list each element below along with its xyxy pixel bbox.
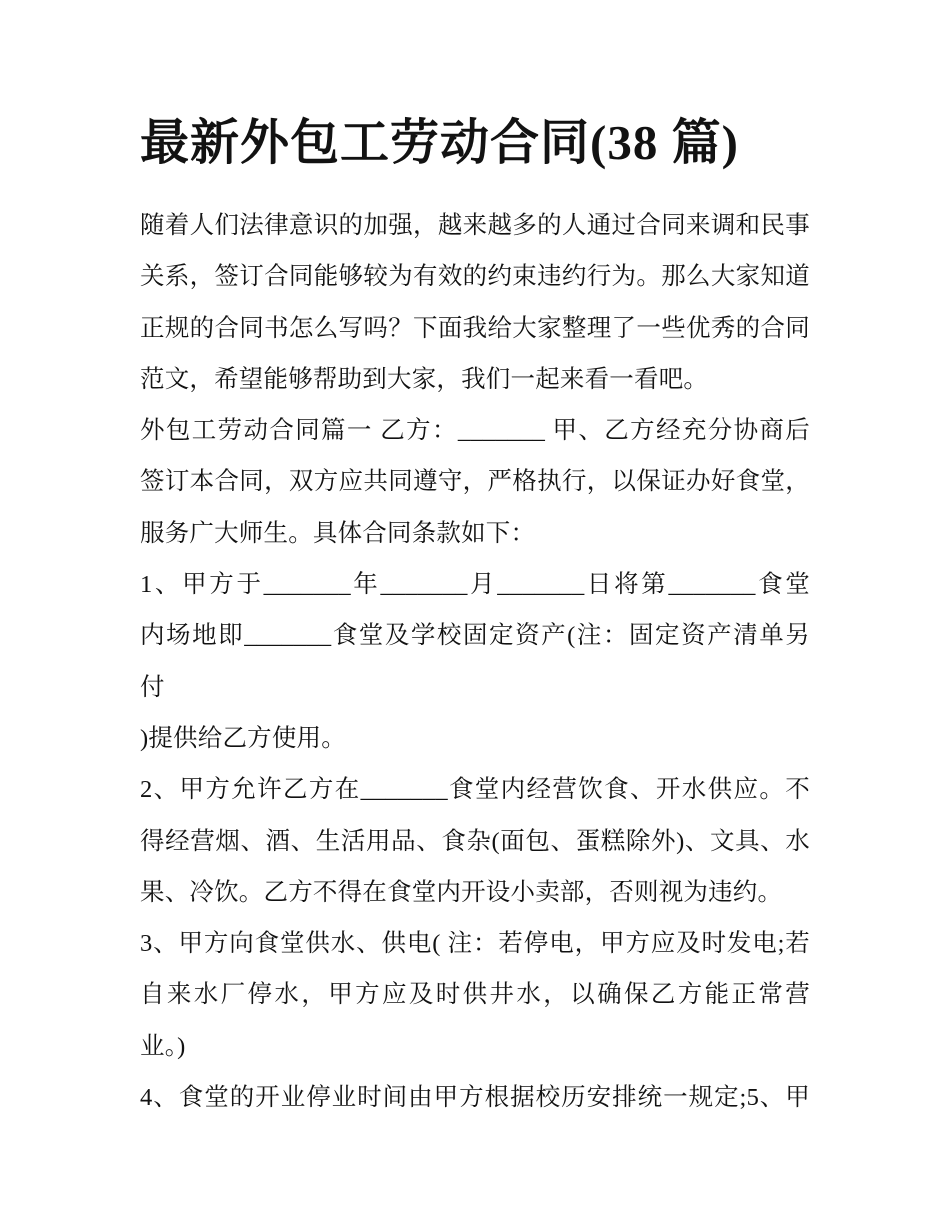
clause-2 xyxy=(140,764,810,918)
clause-1-continuation xyxy=(140,713,810,764)
text-line: 签订本合同，双方应共同遵守，严格执行，以保证办好食堂， xyxy=(140,468,810,496)
text-line: 内场地即_______食堂及学校固定资产(注：固定资产清单另 xyxy=(140,622,810,650)
text-line: 4、食堂的开业停业时间由甲方根据校历安排统一规定;5、甲 xyxy=(140,1084,810,1112)
text-line: 付 xyxy=(140,673,165,701)
text-line: 得经营烟、酒、生活用品、食杂(面包、蛋糕除外)、文具、水 xyxy=(140,827,810,855)
paragraph-contract-opening xyxy=(140,405,810,559)
text-line: 1、甲方于_______年_______月_______日将第_______食堂 xyxy=(140,571,810,599)
text-line: 正规的合同书怎么写吗？下面我给大家整理了一些优秀的合同 xyxy=(140,314,810,342)
document-body xyxy=(140,200,810,1123)
text-line: 果、冷饮。乙方不得在食堂内开设小卖部，否则视为违约。 xyxy=(140,878,783,906)
text-line: 3、甲方向食堂供水、供电( 注：若停电，甲方应及时发电;若 xyxy=(140,930,810,958)
clause-3 xyxy=(140,918,810,1072)
text-line: )提供给乙方使用。 xyxy=(140,724,346,752)
text-line: 外包工劳动合同篇一 乙方：_______ 甲、乙方经充分协商后 xyxy=(140,417,810,445)
clause-4 xyxy=(140,1072,810,1123)
document-title: 最新外包工劳动合同(38 篇) xyxy=(140,115,739,170)
paragraph-intro xyxy=(140,200,810,405)
text-line: 业。) xyxy=(140,1032,186,1060)
text-line: 2、甲方允许乙方在_______食堂内经营饮食、开水供应。不 xyxy=(140,776,810,804)
clause-1 xyxy=(140,559,810,713)
text-line: 随着人们法律意识的加强，越来越多的人通过合同来调和民事 xyxy=(140,212,810,239)
text-line: 服务广大师生。具体合同条款如下： xyxy=(140,519,536,547)
text-line: 范文，希望能够帮助到大家，我们一起来看一看吧。 xyxy=(140,365,709,393)
text-line: 自来水厂停水，甲方应及时供井水，以确保乙方能正常营 xyxy=(140,981,810,1009)
text-line: 关系，签订合同能够较为有效的约束违约行为。那么大家知道 xyxy=(140,263,810,291)
